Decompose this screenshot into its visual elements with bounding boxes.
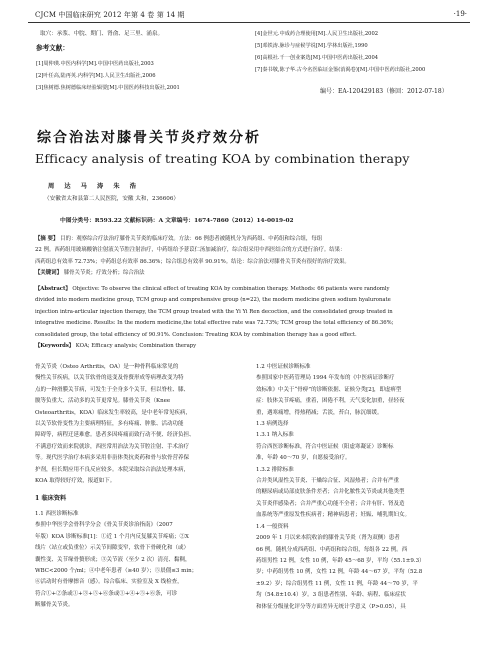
body-line: 2009 年 1 月以来本院收治的膝骨关节炎（肾为双侧）患者: [256, 535, 400, 542]
subsection-heading: 1.1 西医诊断标准: [35, 510, 79, 517]
body-line: 关节炎伴感染者；合并严重心功能不全者；合并有肝、肾及造: [256, 500, 405, 507]
abstract-chinese: [35, 234, 475, 280]
title-english: Efficacy analysis of treating KOA by combination therapy: [35, 151, 410, 166]
reference-item: [5]邓铁涛.脉诊与症候学说[M].学林出版社,1990: [255, 43, 368, 49]
reference-item: [2]叶任高,陆再英.内科学[M].人民卫生出版社,2006: [36, 73, 156, 79]
body-left-column: [35, 362, 250, 612]
abstract-line: consolidated group, the total efficiency of 90.91%. Conclusion: Treating KOA by combination therapy has a good effect.: [35, 331, 357, 338]
body-line: WBC<2000 个/ml；④中老年患者（≥40 岁）；⑤晨僵≤3 min；: [35, 567, 198, 574]
body-line: 准，年龄 40～70 岁，自愿接受治疗。: [256, 455, 351, 462]
subsection-heading: 1.3.1 纳入标准: [256, 432, 294, 439]
body-line: 岁；中药组男性 10 例，女性 12 例，年龄 44～67 岁，平均（52.8: [256, 569, 423, 576]
body-line: 症：肢体关节疼痛，重着，困倦不利，天气变化加重，昼轻夜: [256, 398, 405, 405]
body-line: 参照中华医学会骨科学分会《骨关节炎诊治指南》（2007: [35, 522, 173, 529]
abstract-line: injection intra-articular injection therapy, the TCM group treated with the Yi Yi Ren decoction, and the consolidated group treated in: [35, 308, 393, 315]
reference-item: [1]周仲瑛.中医内科学[M].中国中医药出版社,2003: [36, 61, 154, 67]
references-heading: 参考文献：: [36, 44, 69, 52]
abstract-line: Objective: To observe the clinical effect of treating KOA by combination therapy. Methods: 66 patients were randomly: [72, 286, 390, 292]
body-line: 护剂，但长期应用不良反应较多。本院采取综合治法处理本病，: [35, 466, 190, 473]
page-number: ·19·: [453, 10, 467, 18]
keywords-label: 【关键词】: [35, 270, 62, 277]
title-chinese: 综合治法对膝骨关节炎疗效分析: [37, 130, 261, 146]
body-line: 断膝骨关节炎。: [35, 602, 74, 609]
body-line: 和体征分级量化评分等方面差异无统计学意义（P>0.05），具: [256, 603, 406, 610]
reference-item: [3]焦树德.焦树德临床经验辑要[M].中国医药科技出版社,2001: [36, 85, 180, 91]
affiliation: （安徽省太和县第二人民医院，安徽 太和，236606）: [44, 196, 180, 202]
editor-number: 编号：EA-120429183（修回：2012-07-18）: [320, 88, 448, 95]
body-line: 骨关节炎（Osteo Arthritis，OA）是一种骨科临床常见的: [35, 364, 179, 370]
abstract-label: 【摘 要】: [35, 236, 59, 242]
body-line: 不满意疗效而来院就诊，西医常用治法为关节腔注射、手术治疗: [35, 443, 190, 450]
body-line: 效标准》中关于“骨痹”的诊断依据、证候分类[2]，即虚痹型: [256, 386, 402, 393]
body-line: ±9.2）岁；综合组男性 11 例，女性 11 例，年龄 44～70 岁，平: [256, 580, 418, 587]
keywords-text: KOA; Efficacy analysis; Combination therapy: [75, 343, 197, 350]
authors: 周 达 马 涛 朱 浩: [48, 183, 140, 190]
body-line: 均（54.8±10.4）岁。3 组患者性别、年龄、病程、临床症状: [256, 592, 406, 599]
body-line: 参照国家中医药管理局 1994 年发布的《中医病证诊断疗: [256, 375, 395, 382]
keywords-label: 【Keywords】: [35, 343, 75, 350]
abstract-line: divided into modern medicine group, TCM group and comprehensive group (n=22), the modern medicine given sodium hyaluronate: [35, 297, 391, 304]
body-line: 符合①+②条或①+③+⑤+⑥条或①+④+⑤+⑥条，可诊: [35, 590, 178, 597]
body-line: ⑥活动时有骨摩擦音（感）。综合临床、实验室及 X 线检查，: [35, 579, 183, 586]
body-line: 符合西医诊断标准，符合中医证候（阳虚寒凝证）诊断标: [256, 443, 394, 450]
subsection-heading: 1.4 一般资料: [256, 523, 289, 530]
abstract-line: 22 例。西药组用玻璃酸钠注射液关节腔注射治疗，中药组给予薏苡仁汤加减治疗，综合组采用中西医结合的方式进行治疗。结果：: [35, 247, 346, 254]
body-line: Osteoarthritis，KOA）临床发生率较高，是中老年常见疾病，: [35, 409, 191, 416]
acupoints-line: 取穴：承浆、中脘、期门、肾俞、足三里、涌泉。: [40, 31, 164, 37]
classification-line: 中图分类号：R593.22 文献标识码：A 文章编号：1674-7860（2012）14-0019-02: [60, 218, 294, 224]
body-line: 血系统等严重原发性疾病者；精神病患者；妊娠、哺乳期妇女。: [256, 512, 411, 519]
body-line: 重，遇寒痛增，得热稍减；舌淡，苔白，脉沉细缓。: [256, 409, 383, 416]
body-line: 髋等负重大、活动多的关节更常见。膝骨关节炎（Knee: [35, 398, 171, 405]
abstract-line: integrative medicine. Results: In the modern medicine,the total effective rate was 72.73%; TCM group the total efficiency of 86.36%;: [35, 320, 394, 327]
body-line: 的糖尿病或局部皮肤条件差者；合并化脓性关节炎或其他类型: [256, 489, 405, 496]
section-heading: 1 临床资料: [35, 495, 67, 503]
body-line: 慢性关节疾病，以关节软骨的退变及骨赘形成等病理改变为特: [35, 375, 184, 382]
reference-item: [6]高根社.千一创业案选[M].中国中医药出版社,2004: [255, 55, 379, 61]
body-line: 点的一种滑膜关节病，可发生于全身多个关节，但以脊柱、膝、: [35, 386, 190, 393]
abstract-line: 目的：观察综合疗法治疗膝骨关节炎的临床疗效。方法：66 例患者被随机分为西药组、中药组和综合组，每组: [60, 236, 323, 242]
subsection-heading: 1.3 病例选择: [256, 421, 289, 428]
body-line: 线片（站立或负重位）示关节间隙变窄，软骨下骨硬化和（或）: [35, 545, 190, 552]
body-line: 66 例。随机分成西药组、中药组和综合组，每组各 22 例。西: [256, 546, 408, 553]
header-rule: [28, 22, 470, 23]
body-right-column: [256, 362, 471, 613]
keywords-text: 膝骨关节炎；疗效分析；综合治法: [63, 270, 145, 277]
body-line: 年版）KOA 诊断标准[1]：①近 1 个月内反复膝关节疼痛；②X: [35, 533, 189, 540]
reference-item: [4]金世元.中成药合理使用[M].人民卫生出版社,2002: [255, 31, 379, 37]
abstract-label: 【Abstract】: [35, 286, 71, 292]
body-line: KOA 取得较好疗效，报道如下。: [35, 478, 116, 485]
abstract-line: 西药组总有效率 72.73%；中药组总有效率 86.36%；综合组总有效率 90.91%。结论：综合治法对膝骨关节炎有很好的治疗效果。: [35, 258, 350, 265]
abstract-english: [35, 284, 475, 352]
running-header: CJCM 中国临床研究 2012 年第 4 卷 第 14 期: [35, 11, 185, 19]
body-line: 囊性变、关节缘骨赘形成；③关节液（至少 2 次）清亮、黏稠，: [35, 556, 191, 563]
subsection-heading: 1.2 中医证候诊断标准: [256, 364, 311, 370]
body-line: 以关节软骨变性为主要病理特征，多有疼痛、肿胀、活动功能: [35, 421, 184, 428]
body-line: 等。现代医学治疗本病多采用非甾体类抗炎药和骨与软骨营养保: [35, 455, 190, 462]
body-line: 合并类风湿性关节炎、干燥综合征、风湿热者；合并有严重: [256, 478, 400, 485]
subsection-heading: 1.3.2 排除标准: [256, 466, 294, 473]
body-line: 障碍等，病程迁延难愈。患者多因疼痛而致行动不便、经济负担、: [35, 432, 195, 439]
body-line: 药组男性 12 例，女性 10 例，年龄 45～68 岁，平均（55.1±9.3）: [256, 557, 425, 564]
reference-item: [7]秦书敬,陈子华.古今名医临证金鉴(消渴卷)[M].中国中医药出版社,2000: [255, 67, 426, 73]
